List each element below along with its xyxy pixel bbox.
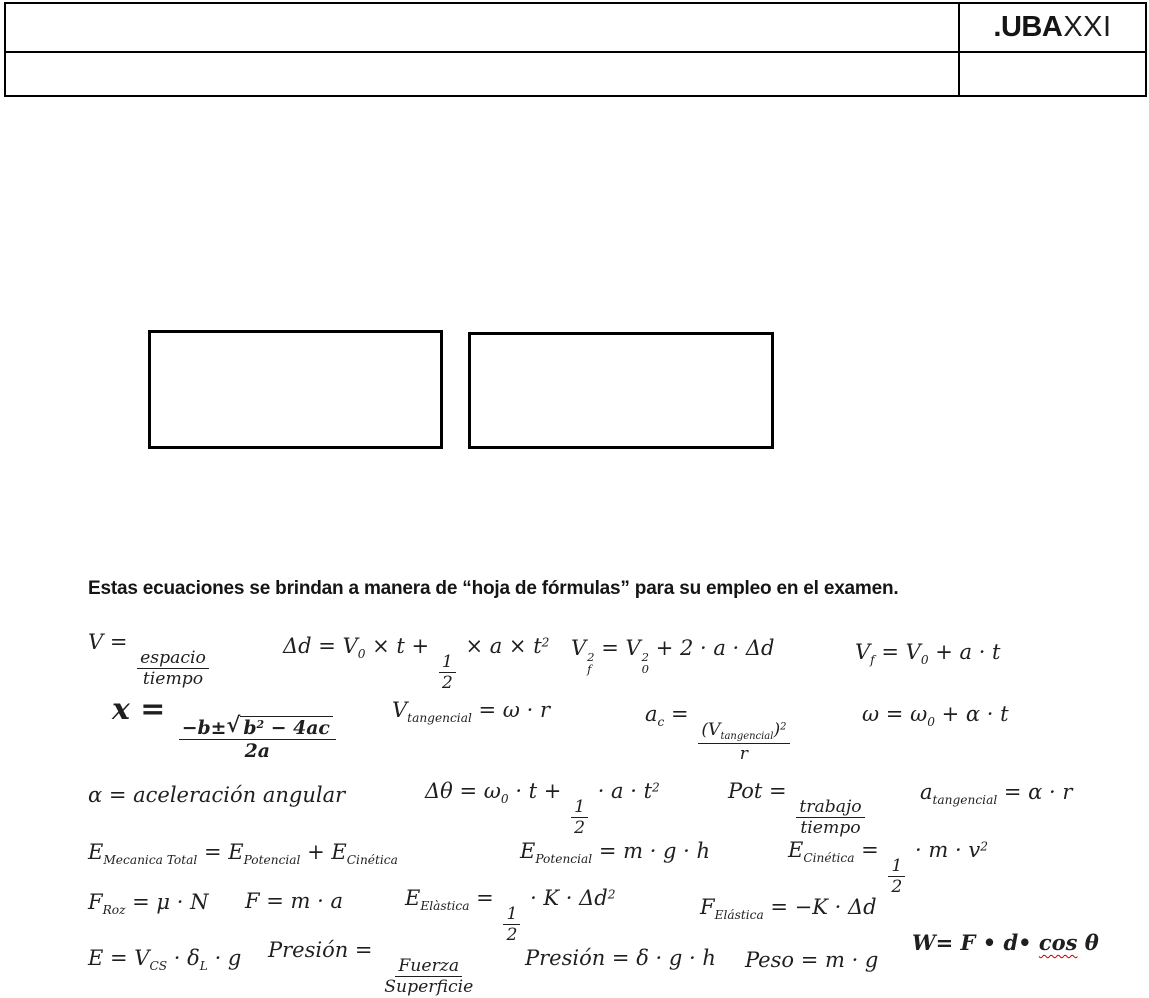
header-table [4, 2, 1147, 97]
formula: α = aceleración angular [88, 783, 346, 807]
formula: $a_{tangencial} = \alpha \cdot r$ [920, 780, 1073, 807]
formula: $V_{tangencial} = \omega \cdot r$ [392, 698, 550, 725]
formula: Pot = $\frac{\text{trabajo}}{\text{tiempo}}$ [728, 779, 868, 838]
formula: Peso = m · g [745, 948, 879, 972]
formula: $a_c$ = $\frac{(V_{tangencial})^2}{r}$ [645, 702, 793, 764]
formula: $F_{Elástica} = -K \cdot \Delta d$ [700, 895, 877, 922]
formula: $E_{Potencial} = m \cdot g \cdot h$ [520, 839, 711, 866]
formula: Presión = δ · g · h [525, 946, 716, 970]
formula-sheet-title: Estas ecuaciones se brindan a manera de “hoja de fórmulas” para su empleo en el examen. [88, 578, 899, 599]
formula: $F_{Roz} = \mu \cdot N$ [88, 890, 209, 917]
uba-xxi-logo [960, 4, 1145, 51]
formula: x = −b± √ $b^2 - 4ac$ 2a [112, 692, 339, 763]
formula: $\Delta\theta = \omega_0 \cdot t$ + $\frac{1}{2}$ · $a \cdot t^2$ [425, 779, 660, 839]
formula: F = m · a [245, 889, 343, 913]
formula: W= F • d• cos θ [912, 930, 1099, 955]
formula: V = $\frac{\text{espacio}}{\text{tiempo}}$ [88, 630, 212, 689]
header-table-row-divider [6, 51, 1145, 53]
formula: $E_{Cinética}$ = $\frac{1}{2}$ · $m \cdot v^2$ [788, 838, 988, 898]
empty-box-1 [148, 330, 443, 449]
logo-text-bold: .UBA [993, 11, 1063, 43]
formula: Presión = $\frac{\text{Fuerza}}{\text{Superficie}}$ [268, 938, 474, 998]
formula: $\Delta d = V_0 \times t$ + $\frac{1}{2}$ × $a \times t^2$ [283, 634, 550, 694]
formula: $E_{Mecanica Total} = E_{Potencial} + E_{Cinética}$ [88, 840, 398, 867]
formula: $V_f = V_0 + a \cdot t$ [855, 640, 1001, 667]
formula: V 2 f = V 2 0 + 2 · a · Δd [571, 636, 775, 677]
empty-box-2 [468, 332, 774, 449]
logo-text-light: XXI [1063, 11, 1112, 43]
formula: $E_{Elàstica}$ = $\frac{1}{2}$ · $K \cdot \Delta d^2$ [405, 886, 616, 946]
formula: $E = V_{CS} \cdot \delta_L \cdot g$ [88, 946, 242, 973]
formula: $\omega = \omega_0 + \alpha \cdot t$ [862, 702, 1009, 729]
